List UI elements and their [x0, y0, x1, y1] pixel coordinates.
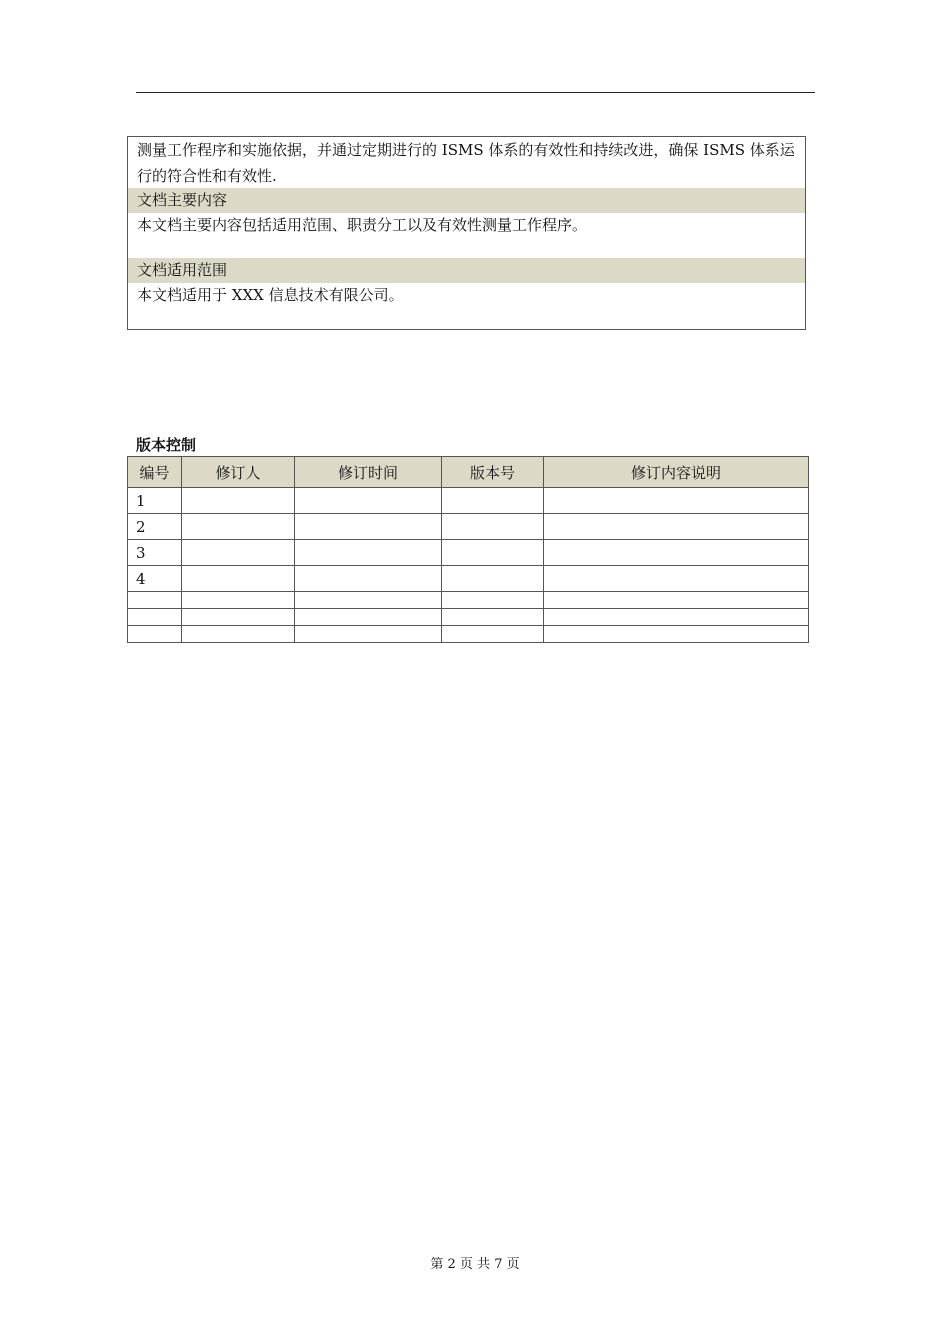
table-cell	[182, 514, 295, 540]
row-number	[128, 592, 182, 609]
version-control-table	[127, 456, 809, 643]
col-header-version: 版本号	[442, 457, 544, 488]
table-cell	[442, 540, 544, 566]
table-row	[128, 592, 809, 609]
table-cell	[442, 488, 544, 514]
table-cell	[182, 609, 295, 626]
table-row	[128, 609, 809, 626]
table-cell	[182, 488, 295, 514]
content-heading: 文档主要内容	[128, 188, 805, 213]
row-number: 4	[128, 566, 182, 592]
row-number	[128, 626, 182, 643]
version-control-title: 版本控制	[136, 436, 197, 454]
row-number	[128, 609, 182, 626]
purpose-text: 测量工作程序和实施依据，并通过定期进行的 ISMS 体系的有效性和持续改进，确保 ISMS 体系运行的符合性和有效性.	[137, 141, 795, 185]
table-cell	[182, 592, 295, 609]
row-number: 3	[128, 540, 182, 566]
table-cell	[295, 566, 442, 592]
table-row	[128, 626, 809, 643]
table-cell	[182, 626, 295, 643]
table-cell	[182, 566, 295, 592]
table-cell	[442, 626, 544, 643]
page-number-footer: 第 2 页 共 7 页	[430, 1257, 520, 1272]
header-rule	[136, 92, 815, 93]
table-row	[128, 514, 809, 540]
table-cell	[544, 626, 809, 643]
table-header-row	[128, 457, 809, 488]
table-row	[128, 566, 809, 592]
scope-heading: 文档适用范围	[128, 258, 805, 283]
table-cell	[544, 514, 809, 540]
content-text: 本文档主要内容包括适用范围、职责分工以及有效性测量工作程序。	[137, 216, 588, 234]
table-cell	[544, 566, 809, 592]
table-cell	[544, 488, 809, 514]
table-cell	[544, 592, 809, 609]
table-cell	[295, 488, 442, 514]
table-cell	[442, 566, 544, 592]
table-cell	[442, 514, 544, 540]
table-cell	[544, 609, 809, 626]
row-number: 2	[128, 514, 182, 540]
document-info-box	[127, 136, 806, 330]
table-cell	[295, 626, 442, 643]
col-header-reviser: 修订人	[182, 457, 295, 488]
table-row	[128, 488, 809, 514]
scope-text: 本文档适用于 XXX 信息技术有限公司。	[137, 286, 404, 304]
row-number: 1	[128, 488, 182, 514]
table-row	[128, 540, 809, 566]
col-header-description: 修订内容说明	[544, 457, 809, 488]
table-cell	[295, 592, 442, 609]
table-cell	[182, 540, 295, 566]
col-header-number: 编号	[128, 457, 182, 488]
table-cell	[295, 514, 442, 540]
table-cell	[442, 609, 544, 626]
table-cell	[442, 592, 544, 609]
table-cell	[295, 540, 442, 566]
table-cell	[295, 609, 442, 626]
col-header-revision-time: 修订时间	[295, 457, 442, 488]
table-cell	[544, 540, 809, 566]
